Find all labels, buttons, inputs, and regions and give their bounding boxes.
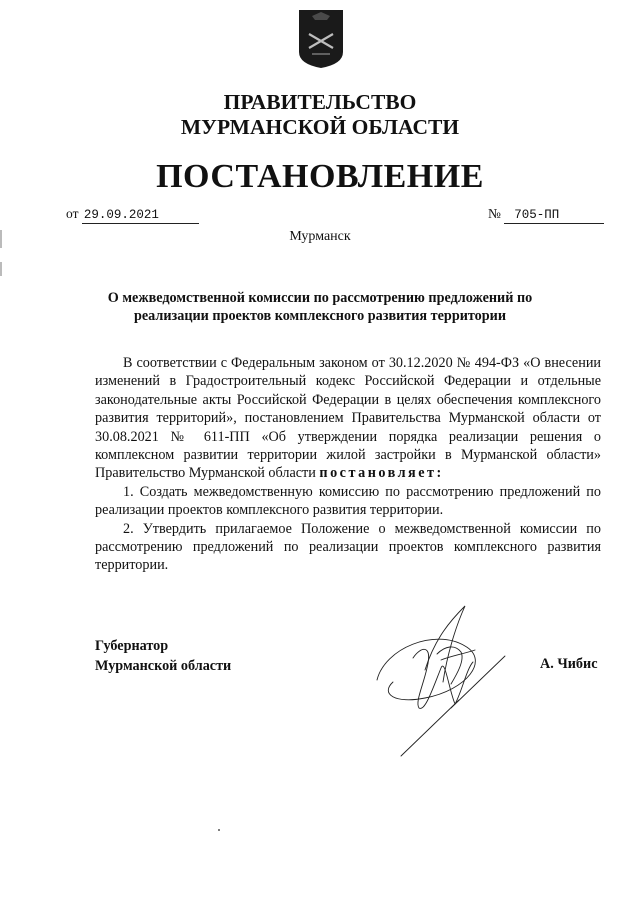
scan-speck <box>218 829 220 831</box>
signatory-position <box>95 636 231 676</box>
document-title: О межведомственной комиссии по рассмотрению предложений по реализации проектов комплексного развития территории <box>107 290 533 324</box>
signatory-position-line2: Мурманской области <box>95 658 232 674</box>
preamble-text: В соответствии с Федеральным законом от 30.12.2020 № 494-ФЗ «О внесении изменений в Градостроительный кодекс Российской Федерации и отдельные законодательные акты Российской Федерации в целях обеспечения комплексного развития территорий», постановлением Правительства Мурманской области от 30.08.2021 № 611-ПП «Об утверждении порядка реализации решения о комплексном развитии территории жилой застройки в Мурманской области» Правительство Мурманской области <box>95 355 601 482</box>
organization-name-line2: МУРМАНСКОЙ ОБЛАСТИ <box>180 115 460 139</box>
date-prefix: от <box>66 206 79 221</box>
resolve-word: постановляет: <box>319 465 444 482</box>
item-1-paragraph: 1. Создать межведомственную комиссию по рассмотрению предложений по реализации проектов комплексного развития территории. <box>95 483 601 519</box>
signatory-position-line1: Губернатор <box>95 638 169 654</box>
document-type-heading: ПОСТАНОВЛЕНИЕ <box>156 158 484 195</box>
scan-margin-mark <box>0 262 2 276</box>
coat-of-arms-emblem <box>296 8 346 70</box>
organization-name-line1: ПРАВИТЕЛЬСТВО <box>223 90 417 114</box>
city-name: Мурманск <box>289 229 351 244</box>
number-value: 705-ПП <box>504 208 604 224</box>
preamble-paragraph <box>95 354 601 483</box>
document-date <box>66 206 199 224</box>
number-prefix: № <box>488 206 501 221</box>
document-number <box>488 206 604 224</box>
scan-margin-mark <box>0 230 2 248</box>
document-body <box>95 354 601 575</box>
signatory-name: А. Чибис <box>540 656 598 672</box>
handwritten-signature <box>355 598 540 763</box>
item-2-paragraph: 2. Утвердить прилагаемое Положение о межведомственной комиссии по рассмотрению предложений по реализации проектов комплексного развития территории. <box>95 520 601 574</box>
date-value: 29.09.2021 <box>82 208 199 224</box>
